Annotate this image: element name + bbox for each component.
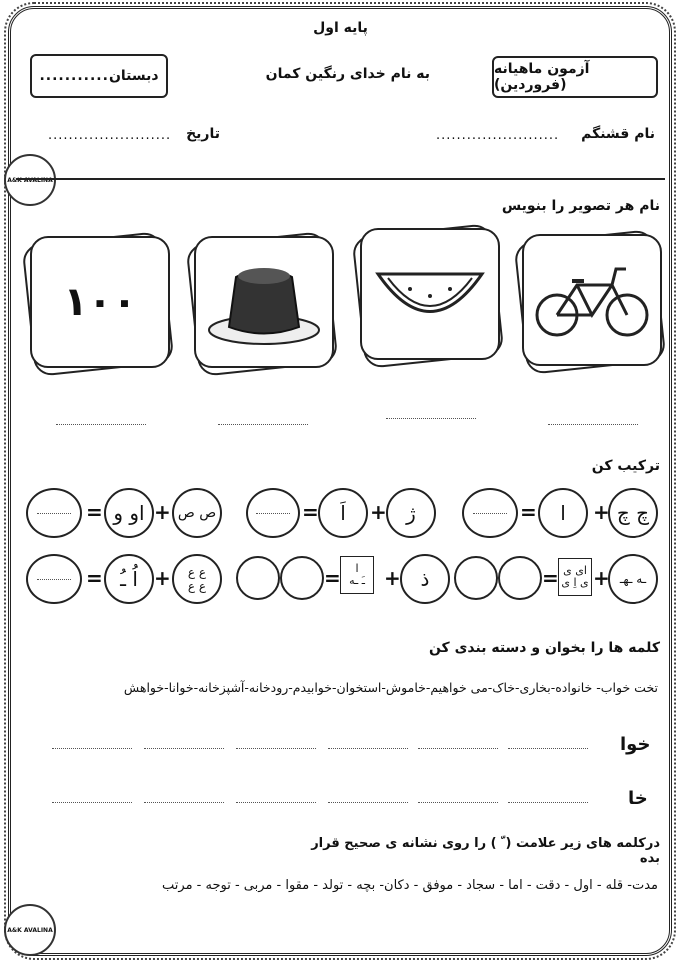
- equals-sign: =: [520, 500, 537, 524]
- date-dots: ........................: [48, 128, 172, 143]
- school-box: [30, 54, 168, 98]
- header-divider: [16, 178, 665, 180]
- category2-slot[interactable]: [328, 802, 408, 803]
- combine-answer-r1g3[interactable]: [26, 488, 82, 538]
- category1-slot[interactable]: [328, 748, 408, 749]
- word-list: تخت خواب- خانواده-بخاری-خاک-می خواهیم-خاموش-استخوان-خوابیدم-رودخانه-آشپزخانه-خوانا-خواهش: [123, 680, 658, 695]
- letter: ـه ـهـ: [619, 572, 647, 586]
- exam-title: آزمون ماهیانه (فروردین): [494, 61, 590, 93]
- plus-sign: +: [593, 566, 610, 590]
- shadda-word-list: مدت- قله - اول - دقت - اما - سجاد - موفق - دکان- بچه - تولد - مقوا - مربی - توجه - مرتب: [162, 878, 658, 893]
- grade-label: پایه اول: [313, 20, 368, 36]
- name-dots: ........................: [436, 128, 560, 143]
- answer-line-3[interactable]: [218, 424, 308, 425]
- combine-answer-r2g2b[interactable]: [236, 556, 280, 600]
- date-label: تاریخ: [186, 126, 220, 142]
- combine-vowel-r1g1: [538, 488, 588, 538]
- combine-vowel-r2g2: [340, 556, 374, 594]
- category1-slot[interactable]: [144, 748, 224, 749]
- exam-title-box: [492, 56, 658, 98]
- plus-sign: +: [154, 566, 171, 590]
- answer-line-2[interactable]: [386, 418, 476, 419]
- answer-line-1[interactable]: [548, 424, 638, 425]
- vowel: ای ی ی اِ ی: [561, 564, 589, 589]
- number-100: ۱۰۰: [63, 279, 137, 325]
- equals-sign: =: [542, 566, 559, 590]
- combine-answer-r2g2a[interactable]: [280, 556, 324, 600]
- page-border: [8, 6, 672, 956]
- picture-card-watermelon: [360, 228, 500, 360]
- combine-answer-r1g1[interactable]: [462, 488, 518, 538]
- category2-slot[interactable]: [52, 802, 132, 803]
- picture-card-jelly: [194, 236, 334, 368]
- combine-answer-r2g3[interactable]: [26, 554, 82, 604]
- letter: ص ص: [177, 505, 217, 521]
- vowel: اُ ـُ: [120, 567, 138, 591]
- letter: ع ع ع ع: [187, 565, 207, 593]
- vowel: ا ـَ ـه: [349, 562, 365, 587]
- combine-vowel-r2g3: [104, 554, 154, 604]
- category2-slot[interactable]: [144, 802, 224, 803]
- jelly-icon: [204, 252, 324, 352]
- letter: ذ: [420, 567, 430, 591]
- section3-title: کلمه ها را بخوان و دسته بندی کن: [428, 640, 660, 656]
- plus-sign: +: [154, 500, 171, 524]
- combine-letter-r2g2: [400, 554, 450, 604]
- answer-line-4[interactable]: [56, 424, 146, 425]
- logo-top: [4, 154, 56, 206]
- category2-slot[interactable]: [236, 802, 316, 803]
- combine-letter-r2g3: [172, 554, 222, 604]
- section2-title: ترکیب کن: [591, 458, 660, 474]
- school-label: دبستان: [108, 68, 159, 84]
- logo-bottom: [4, 904, 56, 956]
- basmala: به نام خدای رنگین کمان: [265, 66, 430, 82]
- combine-vowel-r2g1: [558, 558, 592, 596]
- equals-sign: =: [324, 566, 341, 590]
- combine-letter-r1g1: [608, 488, 658, 538]
- vowel: ا: [560, 501, 566, 525]
- vowel: اَ: [340, 501, 346, 525]
- combine-letter-r2g1: [608, 554, 658, 604]
- category1-slot[interactable]: [52, 748, 132, 749]
- category-label-kha-va: خوا: [620, 734, 651, 755]
- section1-title: نام هر تصویر را بنویس: [501, 198, 660, 214]
- plus-sign: +: [384, 566, 401, 590]
- equals-sign: =: [302, 500, 319, 524]
- combine-answer-r1g2[interactable]: [246, 488, 300, 538]
- category2-slot[interactable]: [508, 802, 588, 803]
- section4-title: درکلمه های زیر علامت ( ّ ) را روی نشانه ی صحیح قرار بده: [311, 836, 660, 866]
- plus-sign: +: [370, 500, 387, 524]
- watermelon-icon: [370, 254, 490, 334]
- bicycle-icon: [532, 255, 652, 345]
- vowel: او و: [113, 501, 145, 525]
- combine-vowel-r1g3: [104, 488, 154, 538]
- logo-text: A&K AVALINA: [7, 926, 53, 934]
- letter: چ چ: [616, 501, 650, 525]
- school-dots: ...........: [39, 68, 109, 84]
- combine-letter-r1g2: [386, 488, 436, 538]
- category1-slot[interactable]: [418, 748, 498, 749]
- category1-slot[interactable]: [508, 748, 588, 749]
- name-label: نام قشنگم: [581, 126, 655, 142]
- equals-sign: =: [86, 500, 103, 524]
- combine-answer-r2g1b[interactable]: [454, 556, 498, 600]
- category2-slot[interactable]: [418, 802, 498, 803]
- combine-answer-r2g1a[interactable]: [498, 556, 542, 600]
- category-label-kha: خا: [628, 788, 648, 809]
- letter: ژ: [406, 501, 416, 525]
- picture-card-number: [30, 236, 170, 368]
- category1-slot[interactable]: [236, 748, 316, 749]
- combine-letter-r1g3: [172, 488, 222, 538]
- combine-vowel-r1g2: [318, 488, 368, 538]
- plus-sign: +: [593, 500, 610, 524]
- logo-text: A&K AVALINA: [7, 176, 53, 184]
- equals-sign: =: [86, 566, 103, 590]
- picture-card-bicycle: [522, 234, 662, 366]
